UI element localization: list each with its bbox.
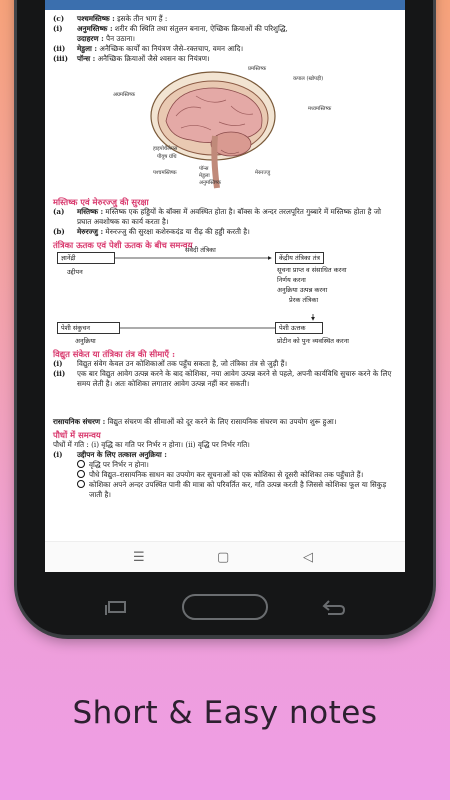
bullet-item [53,470,397,480]
label-stimulus: उद्दीपन [67,268,83,276]
bullet-item [53,480,397,500]
label-spinal-cord: मेरुरज्जु [255,170,271,176]
brain-diagram [53,66,397,194]
list-marker: (ii) [53,369,66,378]
term: उदाहरण : [77,34,104,43]
text: विद्युत संवेग केवल उन कोशिकाओं तक पहुँच सकता है, जो तंत्रिका तंत्र से जुड़ी हैं। [77,359,288,368]
list-marker: (i) [53,450,63,459]
text: विद्युत संचरण की सीमाओं को दूर करने के लिए रासायनिक संचरण का उपयोग शुरू हुआ। [105,417,337,426]
text: पैन उठाना। [103,34,135,43]
label-sensory-nerve: संवेदी तंत्रिका [185,246,216,254]
label-motor-nerve: प्रेरक तंत्रिका [289,296,319,304]
text: अनैच्छिक कार्यों का नियंत्रण जैसे–रक्तचाप, वमन आदि। [97,44,244,53]
line-hindbrain [53,14,397,24]
line-cerebellum [53,24,397,44]
back-icon[interactable]: ◁ [303,550,313,565]
list-marker: (i) [53,359,63,368]
term: पश्चमस्तिष्क : [77,14,115,23]
coordination-flowchart [53,246,397,346]
text: कोशिका अपने अन्दर उपस्थित पानी की मात्रा को परिवर्तित कर, गति उत्पन्न करती है जिससे कोशिका फूल या सिकुड़ जाती है। [89,480,387,499]
line-spinal-protection [53,227,397,237]
bullet-item [53,460,397,470]
bullet-icon [77,470,85,478]
bullet-icon [77,460,85,468]
term: मेडुला : [77,44,98,53]
term: मस्तिष्क : [77,207,104,216]
heading-limitations: विद्युत संकेत या तंत्रिका तंत्र की सीमाएँ : [53,349,176,359]
list-marker: (a) [53,207,65,216]
list-marker: (c) [53,14,65,23]
box-muscle-tissue: पेशी ऊत्तक [275,322,323,334]
label-generate-response: अनुक्रिया उत्पन्न करना [277,286,328,294]
term: पॉन्स : [77,54,96,63]
line-pons [53,54,397,64]
box-cns: केंद्रीय तंत्रिका तंत्र [275,252,324,264]
promo-caption: Short & Easy notes [72,695,378,731]
home-icon[interactable]: ▢ [217,550,230,565]
label-pituitary: पीयूष ग्रंथि [157,154,177,160]
term: रासायनिक संचरण : [53,417,106,426]
line-brain-protection [53,207,397,227]
android-nav-bar [45,541,405,572]
hw-home-button[interactable] [182,594,268,620]
line-limitation-2 [53,369,397,389]
spacer [53,389,397,417]
text: मेरुरज्जु की सुरक्षा कशेरुकदंड या रीढ़ की हड्डी करती है। [103,227,250,236]
label-cerebrum: प्रमस्तिष्क [248,66,267,72]
label-receive-process: सूचना प्राप्त व संसाधित करना [277,266,347,274]
label-midbrain: मध्यमस्तिष्क [308,106,332,112]
heading-plant-coordination: पौधों में समन्वय [53,430,101,440]
list-marker: (b) [53,227,65,236]
label-forebrain: अग्रमस्तिष्क [113,92,136,98]
text: एक बार विद्युत आवेग उत्पन्न करने के बाद कोशिका, नया आवेग उत्पन्न करने से पहले, अपनी कार्यविधि सुचारु करने के लिए समय लेती है। अतः कोशिका लगातार आवेग उत्पन्न नहीं कर सकती। [77,369,392,388]
app-bar [45,0,405,10]
hw-back-icon[interactable] [320,598,346,616]
label-response: अनुक्रिया [75,337,96,345]
text: शरीर की स्थिति तथा संतुलन बनाना, ऐच्छिक क्रियाओं की परिशुद्धि, [112,24,288,33]
line-chemical-transmission [53,417,397,427]
label-cerebellum: अनुमस्तिष्क [199,180,221,186]
term: उद्दीपन के लिए तत्काल अनुक्रिया : [77,450,167,459]
notes-page [45,10,405,500]
label-hypothalamus: हाइपोथैलेमस [153,146,178,152]
list-marker: (iii) [53,54,68,63]
line-plant-movement: पौधों में गति : (i) वृद्धि का गति पर निर्भर न होना। (ii) वृद्धि पर निर्भर गति। [53,440,250,449]
list-marker: (i) [53,24,63,33]
text: अनैच्छिक क्रियाओं जैसे श्वसन का नियंत्रण। [95,54,210,63]
label-skull: कपाल (खोपड़ी) [293,76,324,82]
box-sense-organ: ज्ञानेंद्री [57,252,115,264]
heading-coordination: तंत्रिका ऊतक एवं पेशी ऊतक के बीच समन्वय [53,240,193,250]
hw-recent-icon[interactable] [105,599,129,615]
label-pons: पॉन्स [199,166,209,172]
text: पौधे विद्युत–रासायनिक साधन का उपयोग कर सूचनाओं को एक कोशिका से दूसरी कोशिका तक पहुँचाते हैं। [89,470,364,479]
line-immediate-response [53,450,397,460]
line-medulla [53,44,397,54]
recent-apps-icon[interactable]: ☰ [133,550,145,565]
text: वृद्धि पर निर्भर न होना। [89,460,149,469]
label-medulla: मेडुला [199,173,210,179]
box-muscle-contraction: पेशी संकुचन [57,322,120,334]
list-marker: (ii) [53,44,66,53]
label-decide: निर्णय करना [277,276,306,284]
phone-screen [45,0,405,572]
text: मस्तिष्क एक हड्डियों के बॉक्स में अवस्थित होता है। बॉक्स के अन्दर तरलपूरित गुब्बारे में मस्तिष्क होता है जो प्रघात अवशोषक का कार्य करता है। [77,207,381,226]
label-hindbrain: पश्चमस्तिष्क [153,170,177,176]
text: इसके तीन भाग हैं : [114,14,168,23]
term: मेरुरज्जु : [77,227,104,236]
line-limitation-1 [53,359,397,369]
bullet-icon [77,480,85,488]
label-protein-rearrange: प्रोटीन को पुनः व्यवस्थित करना [277,337,349,345]
term: अनुमस्तिष्क : [77,24,113,33]
heading-protection: मस्तिष्क एवं मेरुरज्जु की सुरक्षा [53,197,149,207]
